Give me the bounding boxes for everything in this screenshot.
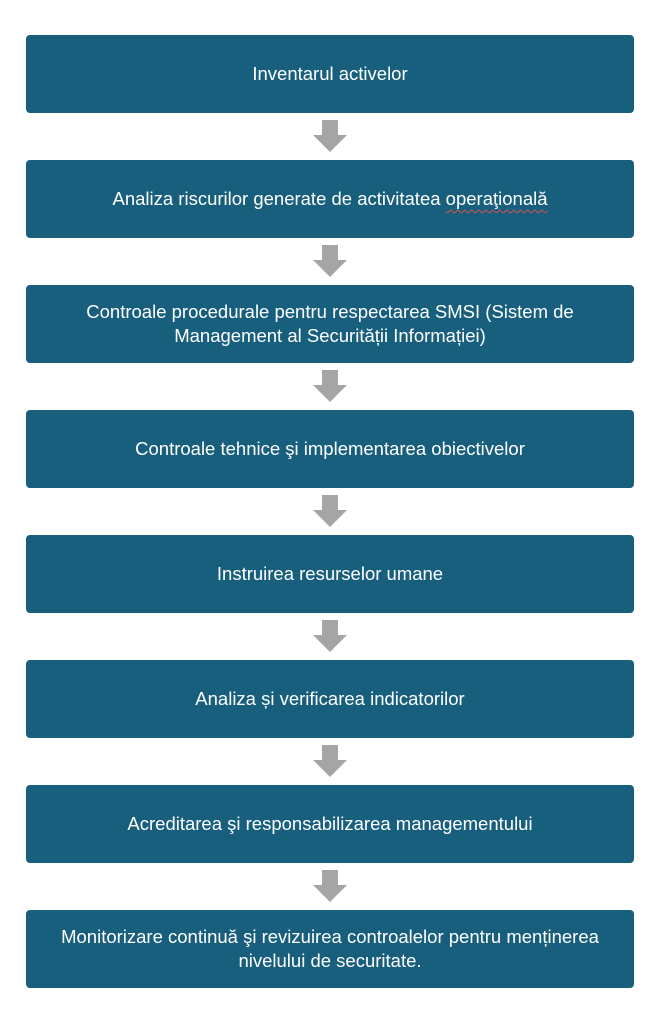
spellcheck-underlined-word: operaţională: [445, 188, 548, 209]
step-label: Monitorizare continuă şi revizuirea controalelor pentru menținerea nivelului de securitate.: [61, 926, 599, 971]
down-arrow-icon: [313, 620, 347, 654]
step-label: Controale tehnice şi implementarea obiectivelor: [135, 438, 525, 459]
down-arrow-icon: [313, 370, 347, 404]
step-label-main: Analiza riscurilor generate de activitatea: [112, 188, 441, 209]
step-label: Controale procedurale pentru respectarea SMSI (Sistem de Management al Securității Informației): [86, 301, 574, 346]
down-arrow-icon: [313, 745, 347, 779]
step-risk-analysis: [26, 160, 634, 238]
down-arrow-icon: [313, 495, 347, 529]
step-procedural-controls: [26, 285, 634, 363]
down-arrow-icon: [313, 870, 347, 904]
down-arrow-icon: [313, 120, 347, 154]
step-label: [112, 187, 547, 211]
down-arrow-icon: [313, 245, 347, 279]
step-indicators: [26, 660, 634, 738]
step-training: [26, 535, 634, 613]
step-technical-controls: [26, 410, 634, 488]
step-label: Instruirea resurselor umane: [216, 563, 444, 584]
step-accreditation: [26, 785, 634, 863]
step-label: Analiza și verificarea indicatorilor: [195, 688, 465, 709]
step-inventory: [26, 35, 634, 113]
step-monitoring: [26, 910, 634, 988]
step-label: Acreditarea şi responsabilizarea managementului: [127, 813, 533, 834]
step-label: Inventarul activelor: [252, 63, 408, 84]
